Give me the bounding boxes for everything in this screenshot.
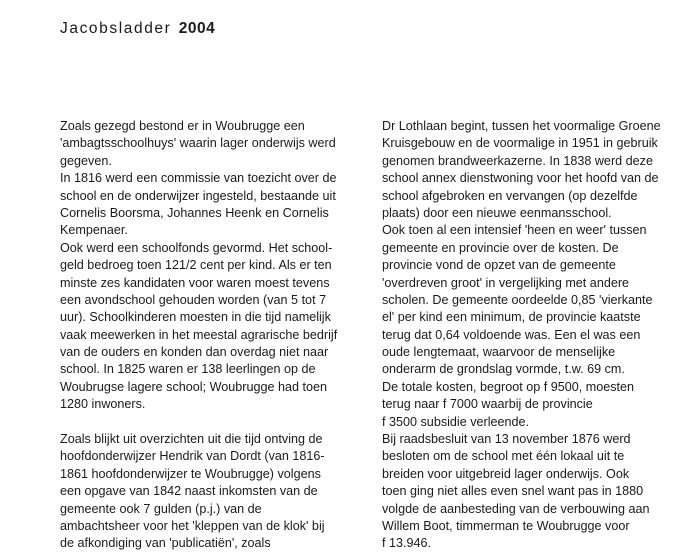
text-line: geld bedroeg toen 121/2 cent per kind. Als er ten [60, 258, 332, 273]
text-line: breiden voor uitgebreid lager onderwijs. Ook [382, 466, 630, 481]
text-line: provincie vond de opzet van de gemeente [382, 258, 616, 273]
text-line: oude lengtemaat, waarvoor de menselijke [382, 345, 616, 360]
text-line: plaats) door een nieuwe eenmansschool. [382, 205, 612, 220]
text-line: scholen. De gemeente oordeelde 0,85 'vierkante [382, 292, 653, 307]
text-line: minste zes kandidaten voor waren moest tevens [60, 275, 330, 290]
text-line: school. In 1825 waren er 138 leerlingen op de [60, 362, 316, 377]
text-line: 'ambagtsschoolhuys' waarin lager onderwijs werd [60, 136, 336, 151]
publication-year: 2004 [178, 20, 216, 37]
text-line: een opgave van 1842 naast inkomsten van de [60, 484, 318, 499]
text-line: onderarm de grondslag vormde, t.w. 69 cm. [382, 362, 625, 377]
text-line: school annex dienstwoning voor het hoofd van de [382, 171, 659, 186]
text-line: De totale kosten, begroot op f 9500, moesten [382, 379, 635, 394]
text-line: Kempenaer. [60, 223, 128, 238]
text-line: Dr Lothlaan begint, tussen het voormalige Groene [382, 119, 661, 133]
text-line: school en de onderwijzer ingesteld, bestaande uit [60, 188, 336, 203]
text-line: Willem Boot, timmerman te Woubrugge voor [382, 518, 630, 533]
text-line: ambachtsheer voor het 'kleppen van de klok' bij [60, 518, 325, 533]
text-line: Zoals blijkt uit overzichten uit die tijd ontving de [60, 432, 323, 447]
text-line: Zoals gezegd bestond er in Woubrugge een [60, 119, 305, 133]
text-line: Ook toen al een intensief 'heen en weer' tussen [382, 223, 647, 238]
text-line: f 3500 subsidie verleende. [382, 414, 530, 429]
text-line: 1280 inwoners. [60, 397, 146, 412]
text-line: van de ouders en konden dan overdag niet naar [60, 345, 329, 360]
text-line: f 13.946. [382, 536, 432, 551]
text-line: besloten om de school met één lokaal uit te [382, 449, 625, 464]
text-line: terug naar f 7000 waarbij de provincie [382, 397, 593, 412]
text-line: een avondschool gehouden worden (van 5 tot 7 [60, 292, 327, 307]
text-line: toen ging niet alles even snel want pas in 1880 [382, 484, 644, 499]
publication-title: Jacobsladder [60, 20, 172, 37]
left-column [60, 118, 360, 553]
text-line: de afkondiging van 'publicatiën', zoals [60, 536, 271, 551]
text-line: Cornelis Boorsma, Johannes Heenk en Cornelis [60, 205, 329, 220]
paragraph-gap [60, 414, 360, 431]
text-line: terug dat 0,64 voldoende was. Een el was een [382, 327, 641, 342]
text-line: Kruisgebouw en de voormalige in 1951 in gebruik [382, 136, 658, 151]
text-line: vaak meewerken in het meestal agrarische bedrijf [60, 327, 338, 342]
paragraph-2 [60, 431, 360, 553]
text-line: volgde de aanbesteding van de verbouwing aan [382, 501, 650, 516]
text-line: el' per kind een minimum, de provincie kaatste [382, 310, 641, 325]
text-line: gemeente en provincie over de kosten. De [382, 240, 619, 255]
text-line: gemeente ook 7 gulden (p.j.) van de [60, 501, 262, 516]
text-line: gegeven. [60, 153, 112, 168]
text-line: In 1816 werd een commissie van toezicht over de [60, 171, 337, 186]
paragraph-1 [60, 118, 360, 414]
text-line: hoofdonderwijzer Hendrik van Dordt (van 1816- [60, 449, 325, 464]
text-line: 1861 hoofdonderwijzer te Woubrugge) volgens [60, 466, 321, 481]
text-line: Woubrugse lagere school; Woubrugge had toen [60, 379, 327, 394]
text-line: school afgebroken en vervangen (op dezelfde [382, 188, 638, 203]
text-line: 'overdreven groot' in vergelijking met andere [382, 275, 630, 290]
text-line: uur). Schoolkinderen moesten in die tijd namelijk [60, 310, 331, 325]
page-header [60, 18, 215, 40]
text-line: genomen brandweerkazerne. In 1838 werd deze [382, 153, 653, 168]
text-line: Ook werd een schoolfonds gevormd. Het school- [60, 240, 333, 255]
right-column [382, 118, 687, 553]
text-line: Bij raadsbesluit van 13 november 1876 werd [382, 432, 631, 447]
